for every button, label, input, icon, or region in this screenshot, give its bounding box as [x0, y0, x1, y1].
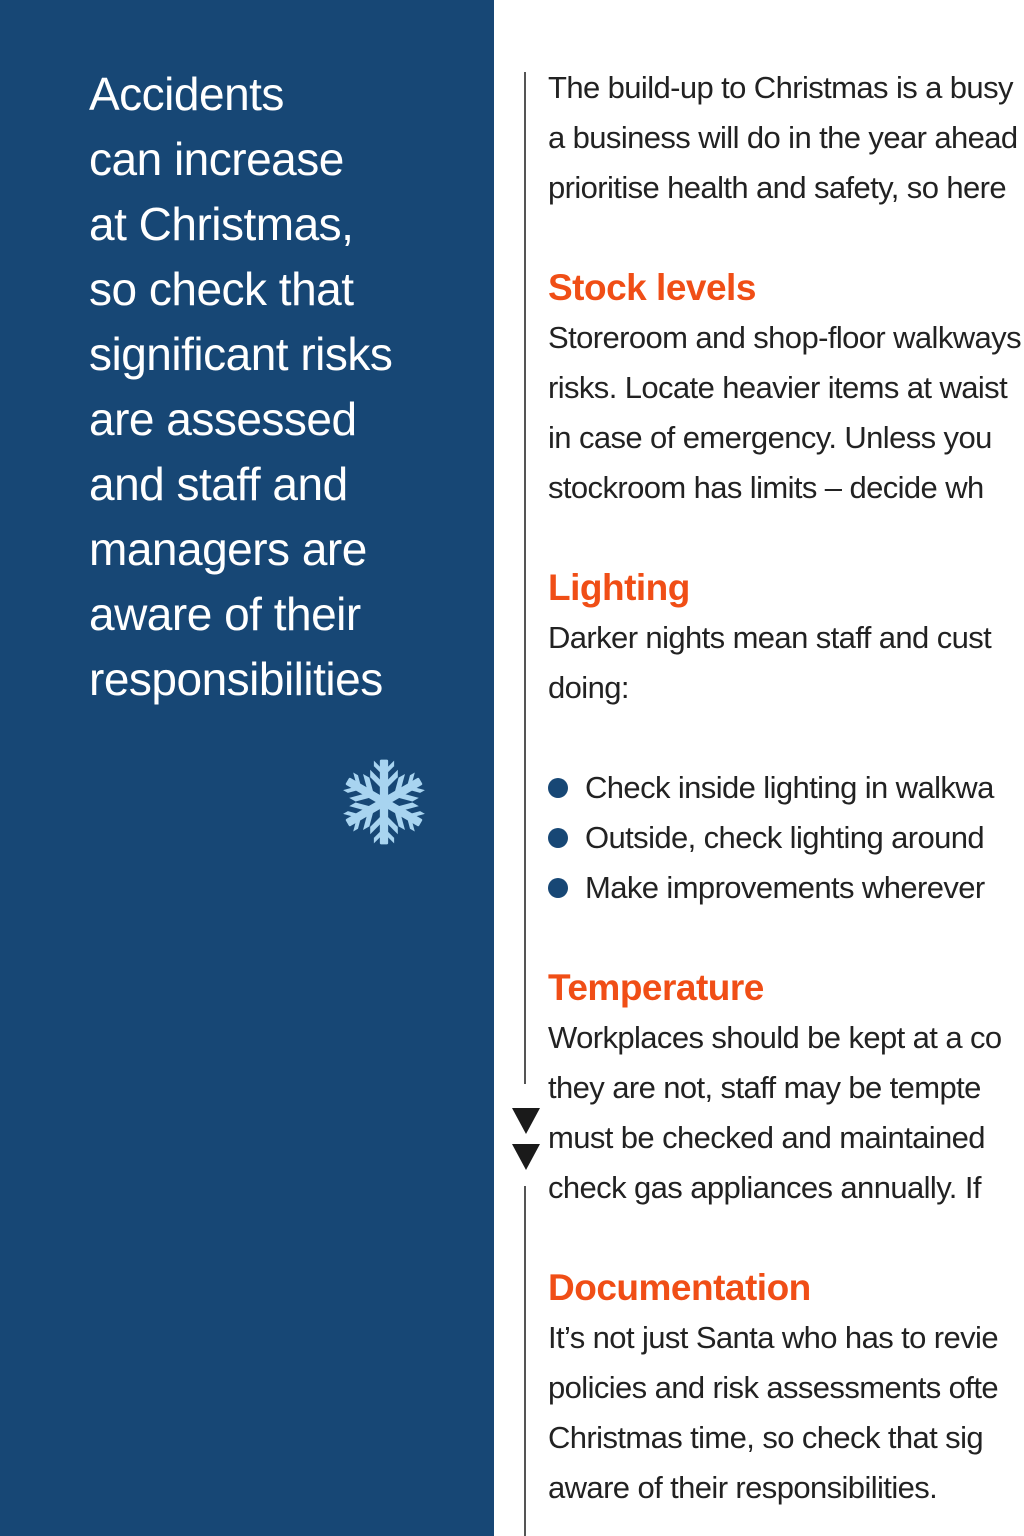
bullet-dot-icon	[548, 828, 568, 848]
section-lighting	[548, 563, 1024, 913]
list-item-text: Check inside lighting in walkwa	[585, 770, 994, 805]
bullet-dot-icon	[548, 778, 568, 798]
paragraph-line: check gas appliances annually. If	[548, 1170, 981, 1205]
bullet-dot-icon	[548, 878, 568, 898]
intro-paragraph	[548, 63, 1024, 213]
paragraph-line: aware of their responsibilities.	[548, 1470, 938, 1505]
sidebar-panel	[0, 0, 494, 1536]
column-divider-top	[524, 72, 526, 1084]
section-stock-levels	[548, 263, 1024, 513]
paragraph-line: in case of emergency. Unless you	[548, 420, 992, 455]
paragraph-line: they are not, staff may be tempte	[548, 1070, 981, 1105]
intro-line: a business will do in the year ahead	[548, 120, 1018, 155]
paragraph-line: Storeroom and shop-floor walkways	[548, 320, 1021, 355]
list-item	[548, 763, 1024, 813]
paragraph-line: must be checked and maintained	[548, 1120, 985, 1155]
list-item	[548, 813, 1024, 863]
intro-line: prioritise health and safety, so here	[548, 170, 1006, 205]
snowflake-icon	[338, 756, 430, 848]
list-item	[548, 863, 1024, 913]
section-heading: Stock levels	[548, 267, 756, 308]
paragraph-line: Workplaces should be kept at a co	[548, 1020, 1002, 1055]
paragraph-line: Christmas time, so check that sig	[548, 1420, 984, 1455]
section-heading: Temperature	[548, 967, 764, 1008]
paragraph-line: It’s not just Santa who has to revie	[548, 1320, 998, 1355]
list-item-text: Outside, check lighting around	[585, 820, 985, 855]
double-down-arrow-icon	[511, 1106, 541, 1172]
intro-line: The build-up to Christmas is a busy	[548, 70, 1013, 105]
list-item-text: Make improvements wherever	[585, 870, 985, 905]
section-temperature	[548, 963, 1024, 1213]
paragraph-line: stockroom has limits – decide wh	[548, 470, 984, 505]
column-divider-bottom	[524, 1186, 526, 1536]
paragraph-line: doing:	[548, 670, 629, 705]
section-documentation	[548, 1263, 1024, 1513]
article-body	[548, 63, 1024, 1513]
section-heading: Lighting	[548, 567, 690, 608]
section-heading: Documentation	[548, 1267, 811, 1308]
pull-quote: Accidents can increase at Christmas, so check that significant risks are assessed and staff and managers are aware of their responsibilities	[89, 68, 393, 705]
paragraph-line: Darker nights mean staff and cust	[548, 620, 992, 655]
paragraph-line: risks. Locate heavier items at waist	[548, 370, 1008, 405]
bullet-list	[548, 763, 1024, 913]
paragraph-line: policies and risk assessments ofte	[548, 1370, 998, 1405]
